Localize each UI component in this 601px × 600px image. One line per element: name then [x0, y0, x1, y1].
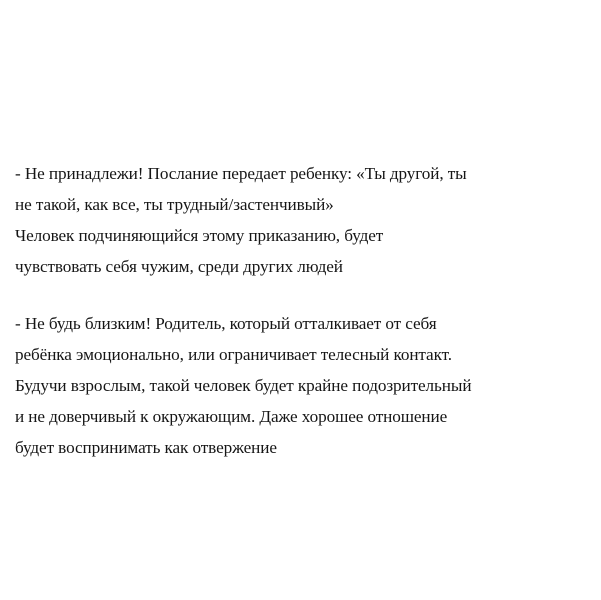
paragraph-dont-be-close [15, 308, 595, 463]
text-line: не такой, как все, ты трудный/застенчивый» [15, 195, 334, 214]
text-line: ребёнка эмоционально, или ограничивает телесный контакт. [15, 345, 452, 364]
text-line: чувствовать себя чужим, среди других людей [15, 257, 343, 276]
text-line: - Не принадлежи! Послание передает ребенку: «Ты другой, ты [15, 164, 467, 183]
text-line: и не доверчивый к окружающим. Даже хорошее отношение [15, 407, 448, 426]
text-line: - Не будь близким! Родитель, который отталкивает от себя [15, 314, 437, 333]
text-line: Будучи взрослым, такой человек будет крайне подозрительный [15, 376, 472, 395]
text-line: будет воспринимать как отвержение [15, 438, 277, 457]
paragraph-dont-belong [15, 158, 595, 282]
text-line: Человек подчиняющийся этому приказанию, будет [15, 226, 384, 245]
